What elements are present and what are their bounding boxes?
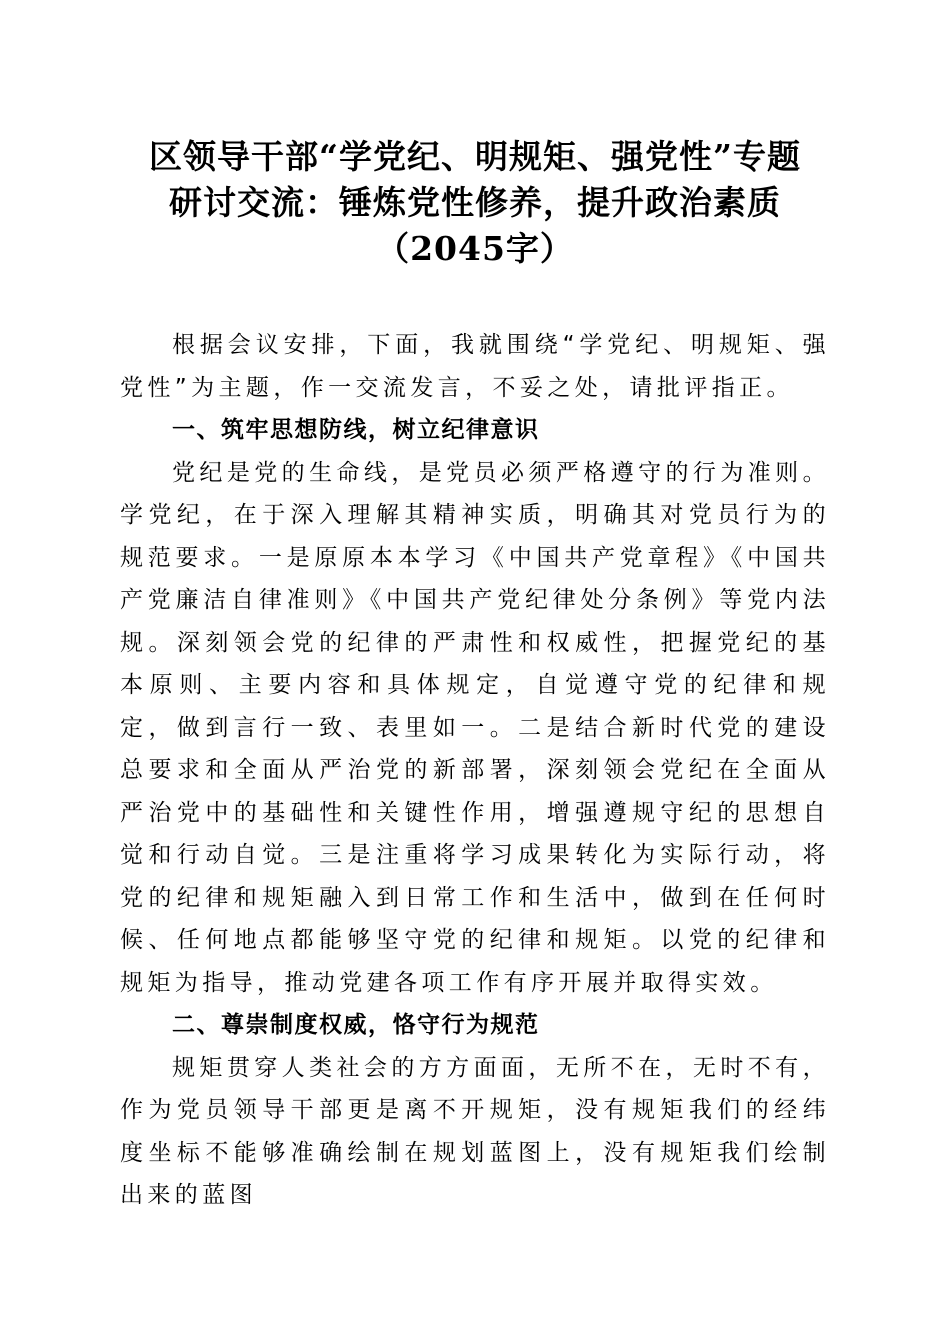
section-heading-2: 二、尊崇制度权威，恪守行为规范 — [172, 1012, 540, 1038]
title-line-2: 研讨交流：锤炼党性修养，提升政治素质 — [169, 183, 781, 222]
title-line-1: 区领导干部“学党纪、明规矩、强党性”专题 — [149, 137, 801, 176]
document-title — [100, 134, 850, 272]
title-line-3-word-count: （2045字） — [376, 229, 574, 268]
body-paragraph-2: 规矩贯穿人类社会的方方面面，无所不在，无时不有，作为党员领导干部更是离不开规矩，没有规矩我们的经纬度坐标不能够准确绘制在规划蓝图上，没有规矩我们绘制出来的蓝图 — [120, 1054, 830, 1208]
section-heading-1: 一、筑牢思想防线，树立纪律意识 — [172, 417, 540, 443]
body-paragraph-1: 党纪是党的生命线，是党员必须严格遵守的行为准则。学党纪，在于深入理解其精神实质，明确其对党员行为的规范要求。一是原原本本学习《中国共产党章程》《中国共产党廉洁自律准则》《中国共产党纪律处分条例》等党内法规。深刻领会党的纪律的严肃性和权威性，把握党纪的基本原则、主要内容和具体规定，自觉遵守党的纪律和规定，做到言行一致、表里如一。二是结合新时代党的建设总要求和全面从严治党的新部署，深刻领会党纪在全面从严治党中的基础性和关键性作用，增强遵规守纪的思想自觉和行动自觉。三是注重将学习成果转化为实际行动，将党的纪律和规矩融入到日常工作和生活中，做到在任何时候、任何地点都能够坚守党的纪律和规矩。以党的纪律和规矩为指导，推动党建各项工作有序开展并取得实效。 — [120, 459, 830, 996]
intro-paragraph: 根据会议安排，下面，我就围绕“学党纪、明规矩、强党性”为主题，作一交流发言，不妥之处，请批评指正。 — [120, 332, 830, 401]
document-body — [120, 324, 830, 1217]
